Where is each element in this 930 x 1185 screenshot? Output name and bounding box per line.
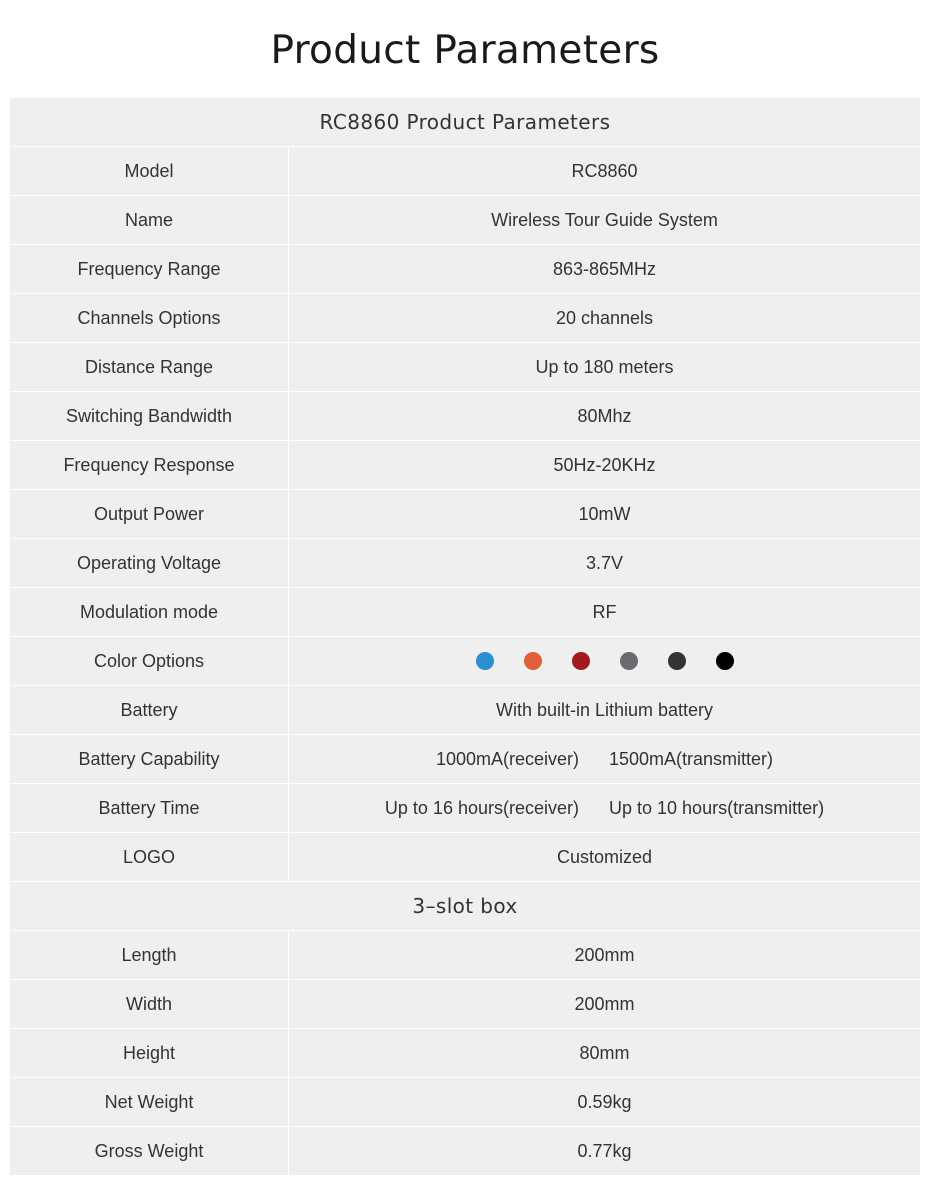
row-label: Battery Capability xyxy=(10,735,289,783)
table-row xyxy=(10,686,920,735)
row-label: Frequency Response xyxy=(10,441,289,489)
table-row xyxy=(10,1078,920,1127)
row-label: Height xyxy=(10,1029,289,1077)
table-row xyxy=(10,931,920,980)
row-label: Net Weight xyxy=(10,1078,289,1126)
table-row-color-options xyxy=(10,637,920,686)
row-value: Wireless Tour Guide System xyxy=(491,209,718,230)
table-row xyxy=(10,392,920,441)
section-header-product: RC8860 Product Parameters xyxy=(10,98,920,147)
row-value: 50Hz-20KHz xyxy=(553,454,656,475)
row-value: With built-in Lithium battery xyxy=(495,699,714,720)
row-label: Modulation mode xyxy=(10,588,289,636)
table-row xyxy=(10,343,920,392)
row-value: 80Mhz xyxy=(577,405,632,426)
table-row xyxy=(10,441,920,490)
row-label: Gross Weight xyxy=(10,1127,289,1175)
row-label: Length xyxy=(10,931,289,979)
color-swatch-gray xyxy=(620,652,638,670)
page-title: Product Parameters xyxy=(270,28,660,73)
row-value: 20 channels xyxy=(555,307,654,328)
row-value: 863-865MHz xyxy=(552,258,657,279)
section-header-box: 3–slot box xyxy=(10,882,920,931)
row-label: Frequency Range xyxy=(10,245,289,293)
row-label: Battery xyxy=(10,686,289,734)
table-row xyxy=(10,196,920,245)
table-row xyxy=(10,833,920,882)
row-label: Name xyxy=(10,196,289,244)
row-label: Switching Bandwidth xyxy=(10,392,289,440)
row-value: 10mW xyxy=(578,503,631,524)
row-label: Color Options xyxy=(10,637,289,685)
color-swatch-blue xyxy=(476,652,494,670)
parameters-table xyxy=(10,97,920,1176)
color-swatch-charcoal xyxy=(668,652,686,670)
row-value xyxy=(289,784,920,832)
table-row xyxy=(10,735,920,784)
table-row xyxy=(10,245,920,294)
battery-capability-transmitter: 1500mA(transmitter) xyxy=(609,748,774,769)
row-label: Output Power xyxy=(10,490,289,538)
color-swatch-dark-red xyxy=(572,652,590,670)
row-value: 0.59kg xyxy=(577,1091,632,1112)
row-value xyxy=(289,735,920,783)
row-value: 200mm xyxy=(574,944,635,965)
battery-time-receiver: Up to 16 hours(receiver) xyxy=(384,797,579,818)
row-label: Model xyxy=(10,147,289,195)
table-row xyxy=(10,588,920,637)
row-value: RF xyxy=(592,601,617,622)
row-value: RC8860 xyxy=(571,160,638,181)
color-swatches xyxy=(289,637,920,685)
color-swatch-orange xyxy=(524,652,542,670)
table-row xyxy=(10,784,920,833)
table-row xyxy=(10,980,920,1029)
table-row xyxy=(10,539,920,588)
table-row xyxy=(10,1127,920,1176)
row-label: Distance Range xyxy=(10,343,289,391)
row-label: Battery Time xyxy=(10,784,289,832)
row-value: 200mm xyxy=(574,993,635,1014)
row-value: Customized xyxy=(556,846,653,867)
row-label: Channels Options xyxy=(10,294,289,342)
row-label: Operating Voltage xyxy=(10,539,289,587)
table-row xyxy=(10,1029,920,1078)
row-label: Width xyxy=(10,980,289,1028)
battery-time-transmitter: Up to 10 hours(transmitter) xyxy=(609,797,825,818)
battery-capability-receiver: 1000mA(receiver) xyxy=(435,748,579,769)
row-value: Up to 180 meters xyxy=(535,356,674,377)
row-value: 0.77kg xyxy=(577,1140,632,1161)
table-row xyxy=(10,490,920,539)
row-value: 3.7V xyxy=(585,552,624,573)
table-row xyxy=(10,147,920,196)
row-label: LOGO xyxy=(10,833,289,881)
row-value: 80mm xyxy=(579,1042,630,1063)
table-row xyxy=(10,294,920,343)
color-swatch-black xyxy=(716,652,734,670)
